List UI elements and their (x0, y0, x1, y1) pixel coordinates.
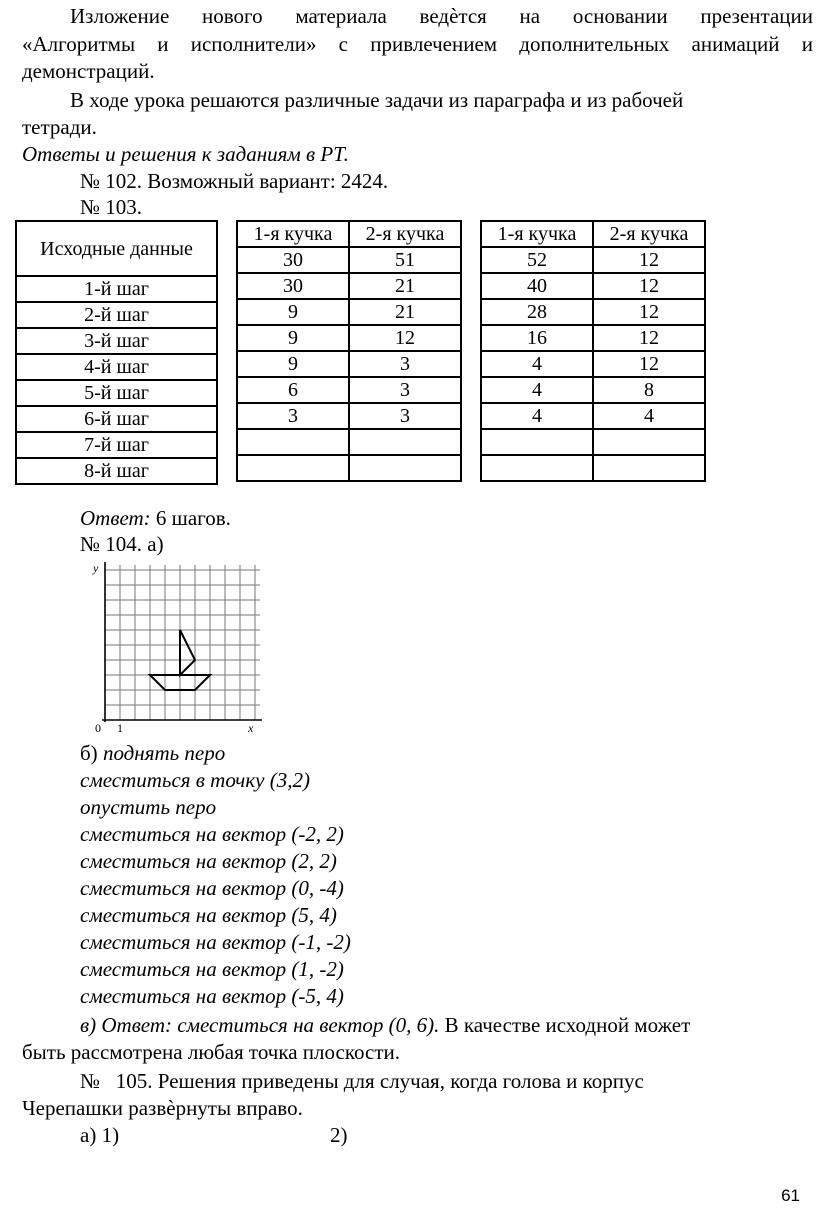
axes (102, 562, 262, 722)
cell: 6 (237, 377, 349, 403)
cell: 9 (237, 351, 349, 377)
step-row: 5-й шаг (16, 380, 217, 406)
unit-label: 1 (117, 721, 123, 735)
piles-table-1 (236, 220, 462, 482)
cell: 51 (349, 247, 461, 273)
b-prefix: б) (80, 741, 98, 765)
step-row: 6-й шаг (16, 406, 217, 432)
cell (237, 455, 349, 481)
cell: 28 (481, 299, 593, 325)
cell: 3 (349, 351, 461, 377)
cell: 12 (593, 351, 705, 377)
pile-1-header: 1-я кучка (237, 221, 349, 247)
cell: 12 (593, 299, 705, 325)
step-row: 8-й шаг (16, 458, 217, 484)
intro-line-2: «Алгоритмы и исполнители» с привлечением дополнительных анимаций и (22, 32, 813, 56)
cell: 9 (237, 299, 349, 325)
command: сместиться на вектор (0, -4) (80, 876, 344, 900)
cell (593, 455, 705, 481)
cell: 52 (481, 247, 593, 273)
cell: 3 (349, 403, 461, 429)
piles-table-2 (480, 220, 706, 482)
command: сместиться на вектор (-2, 2) (80, 822, 344, 846)
grid-lines (105, 565, 260, 720)
task-104-c (80, 1012, 690, 1038)
cell: 40 (481, 273, 593, 299)
cell: 8 (593, 377, 705, 403)
cell: 4 (481, 403, 593, 429)
steps-header: Исходные данные (16, 221, 217, 276)
cell: 9 (237, 325, 349, 351)
answer-value: 6 шагов. (155, 506, 231, 530)
task-103-answer (80, 505, 231, 531)
task-104-label: № 104. а) (80, 532, 164, 556)
cell: 16 (481, 325, 593, 351)
task-105-line1: № 105. Решения приведены для случая, когда голова и корпус (80, 1069, 644, 1093)
cell: 12 (593, 325, 705, 351)
task-103-label: № 103. (80, 195, 143, 219)
intro-line-3: демонстраций. (22, 59, 155, 83)
cell: 12 (349, 325, 461, 351)
step-row: 7-й шаг (16, 432, 217, 458)
step-row: 2-й шаг (16, 302, 217, 328)
page-number: 61 (781, 1186, 800, 1205)
command: поднять перо (102, 741, 226, 765)
x-axis-label: x (248, 721, 254, 735)
step-row: 1-й шаг (16, 276, 217, 302)
intro-line-1: Изложение нового материала ведѐтся на основании презентации (70, 4, 813, 28)
command: опустить перо (80, 795, 217, 819)
cell (593, 429, 705, 455)
cell: 12 (593, 247, 705, 273)
answers-heading: Ответы и решения к заданиям в РТ. (22, 142, 349, 166)
step-row: 3-й шаг (16, 328, 217, 354)
cell: 3 (349, 377, 461, 403)
cell (349, 455, 461, 481)
task-104-c-line2: быть рассмотрена любая точка плоскости. (22, 1040, 400, 1064)
pile-1-header: 1-я кучка (481, 221, 593, 247)
intro-line-4: В ходе урока решаются различные задачи из параграфа и из рабочей (70, 88, 684, 112)
command: сместиться в точку (3,2) (80, 768, 310, 792)
pile-2-header: 2-я кучка (349, 221, 461, 247)
cell (481, 455, 593, 481)
answer-label: Ответ: (80, 506, 151, 530)
command: сместиться на вектор (1, -2) (80, 957, 344, 981)
command: сместиться на вектор (-1, -2) (80, 930, 351, 954)
cell: 3 (237, 403, 349, 429)
command-line (80, 740, 225, 766)
task-105-a2: 2) (330, 1123, 348, 1147)
cell: 4 (481, 377, 593, 403)
c-rest: В качестве исходной может (439, 1013, 691, 1037)
command: сместиться на вектор (5, 4) (80, 903, 337, 927)
cell: 30 (237, 247, 349, 273)
pile-2-header: 2-я кучка (593, 221, 705, 247)
cell: 4 (481, 351, 593, 377)
task-105-a1: а) 1) (80, 1123, 120, 1147)
cell (237, 429, 349, 455)
cell: 21 (349, 299, 461, 325)
c-answer: в) Ответ: сместиться на вектор (0, 6). (80, 1013, 440, 1037)
coordinate-grid (90, 560, 265, 735)
cell: 4 (593, 403, 705, 429)
command: сместиться на вектор (-5, 4) (80, 984, 344, 1008)
y-axis-label: y (93, 561, 99, 575)
cell: 12 (593, 273, 705, 299)
step-row: 4-й шаг (16, 354, 217, 380)
cell (481, 429, 593, 455)
command: сместиться на вектор (2, 2) (80, 849, 337, 873)
origin-label: 0 (95, 721, 101, 735)
steps-table (15, 220, 218, 485)
cell (349, 429, 461, 455)
task-105-line2: Черепашки развѐрнуты вправо. (22, 1096, 303, 1120)
intro-line-5: тетради. (22, 115, 97, 139)
cell: 21 (349, 273, 461, 299)
task-102: № 102. Возможный вариант: 2424. (80, 169, 389, 193)
cell: 30 (237, 273, 349, 299)
